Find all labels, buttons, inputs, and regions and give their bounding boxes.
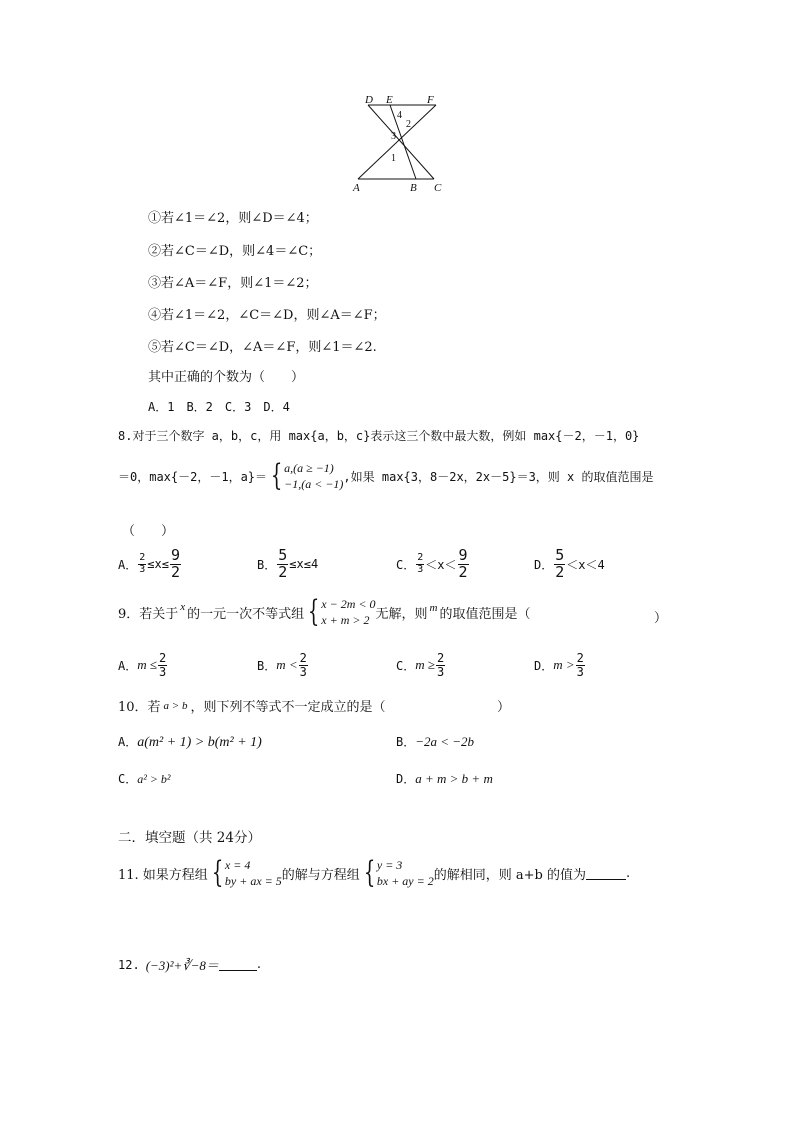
q12-number: 12. (118, 957, 140, 972)
fraction: $\frac{2}{3}$ (437, 651, 445, 679)
q9-system (304, 596, 375, 628)
q8-piecewise (267, 460, 343, 492)
option-text: −2a < −2b (415, 734, 475, 749)
q10-option-d (396, 770, 493, 787)
q9-row-1: x − 2m < 0 (321, 597, 376, 611)
q9-stem (118, 596, 530, 628)
angle-label-4: 4 (397, 110, 402, 121)
q9-option-c (396, 652, 446, 678)
option-label: A． (118, 658, 138, 673)
q8-line-2-post: ,如果 max{3，8－2x，2x－5}＝3，则 x 的取值范围是 (343, 469, 654, 484)
q9-var-x: x (180, 601, 186, 614)
q7-statement-3: ③若∠A＝∠F，则∠1＝∠2； (148, 276, 318, 291)
q9-text-mid2: 无解，则 (375, 606, 428, 622)
q8-line-2 (118, 460, 653, 492)
q11-text-pre: 11. 如果方程组 (118, 867, 208, 883)
fraction: $\frac{2}{3}$ (299, 651, 307, 679)
label-B: B (410, 182, 417, 194)
q11-text-mid: 的解与方程组 (281, 867, 360, 883)
q7-statement-5: ⑤若∠C＝∠D，∠A＝∠F，则∠1＝∠2. (148, 340, 377, 355)
q11-stem (118, 857, 630, 889)
q8-option-c (396, 548, 470, 581)
q7-prompt: 其中正确的个数为（ ） (148, 370, 305, 385)
section-title-fill-in: 二．填空题（共 24分） (118, 830, 261, 846)
q10-option-c (118, 770, 171, 787)
option-text: ＜x＜4 (566, 557, 605, 572)
q8-answer-paren: （ ） (122, 524, 175, 539)
label-D: D (365, 95, 373, 106)
option-text: a² > b² (137, 772, 171, 786)
q9-close-paren: ） (654, 611, 668, 626)
label-F: F (427, 95, 434, 106)
q8-line-1: 8.对于三个数字 a，b，c，用 max{a，b，c}表示这三个数中最大数，例如 max{－2，－1，0} (118, 429, 640, 443)
q8-line-2-pre: ＝0，max{－2，－1，a}＝ (118, 469, 268, 484)
q11-system-2-row-1: y = 3 (376, 858, 403, 872)
option-label: A． (118, 735, 138, 749)
q9-option-b (257, 652, 309, 678)
fraction: $\frac{5}{2}$ (278, 546, 288, 581)
brace-icon: { (308, 594, 320, 630)
fraction: $\frac{9}{2}$ (170, 546, 180, 581)
option-text: ≤x≤ (147, 557, 169, 572)
option-text: a(m² + 1) > b(m² + 1) (137, 735, 262, 750)
option-label: C． (118, 772, 138, 786)
angle-label-2: 2 (406, 119, 411, 130)
q12-text-end: . (256, 957, 261, 972)
option-label: D． (534, 557, 554, 572)
q7-statement-1: ①若∠1＝∠2，则∠D＝∠4； (148, 211, 318, 226)
label-C: C (434, 182, 442, 194)
option-label: B． (257, 557, 277, 572)
q11-system-1 (208, 857, 282, 889)
q8-case-1: a,(a ≥ −1) (284, 461, 334, 475)
q11-system-2-row-2: bx + ay = 2 (376, 874, 434, 889)
q8-case-2: −1,(a < −1) (284, 477, 344, 492)
option-text: a + m > b + m (415, 771, 493, 786)
option-text: m > (553, 657, 575, 673)
brace-icon: { (363, 855, 376, 891)
q10-text-pre: 10．若 (118, 700, 161, 715)
q7-statement-2: ②若∠C＝∠D，则∠4＝∠C； (148, 244, 322, 259)
q12-stem (118, 955, 261, 974)
option-label: D． (534, 658, 554, 673)
q11-text-end: . (625, 865, 631, 881)
option-label: C． (396, 658, 416, 673)
fraction: $\frac{2}{3}$ (139, 552, 146, 575)
option-text: m ≥ (415, 657, 436, 673)
q8-option-a (118, 548, 182, 581)
label-A: A (353, 182, 360, 194)
q9-row-2: x + m > 2 (321, 613, 370, 628)
q8-option-d (534, 548, 605, 581)
brace-icon: { (270, 458, 283, 494)
option-text: m ≤ (137, 657, 158, 673)
q10-option-a (118, 733, 262, 751)
option-label: D． (396, 772, 416, 786)
q7-statement-4: ④若∠1＝∠2，∠C＝∠D，则∠A＝∠F； (148, 308, 386, 323)
angle-label-3: 3 (391, 131, 396, 142)
q11-system-1-row-1: x = 4 (224, 858, 251, 872)
option-text: m < (276, 657, 298, 673)
q11-system-1-row-2: by + ax = 5 (224, 874, 282, 889)
q9-text-mid1: 的一元一次不等式组 (187, 606, 305, 622)
option-label: A． (118, 557, 138, 572)
q8-option-b (257, 548, 318, 581)
answer-blank[interactable] (219, 958, 257, 971)
option-label: B． (257, 658, 277, 673)
q9-var-m: m (429, 602, 438, 615)
option-text: ＜x＜ (425, 557, 457, 572)
q11-system-2 (360, 857, 434, 889)
option-label: C． (396, 557, 416, 572)
brace-icon: { (211, 855, 224, 891)
fraction: $\frac{2}{3}$ (159, 651, 167, 679)
geometry-figure (350, 95, 450, 199)
fraction: $\frac{9}{2}$ (458, 546, 468, 581)
q11-text-post: 的解相同，则 a+b 的值为 (433, 867, 586, 883)
fraction: $\frac{5}{2}$ (555, 546, 565, 581)
line-EB (390, 105, 416, 179)
q10-option-b (396, 733, 474, 750)
q10-close-paren: ） (497, 700, 511, 715)
q9-text-post: 的取值范围是（ (439, 606, 531, 622)
angle-label-1: 1 (391, 153, 396, 164)
fraction: $\frac{2}{3}$ (417, 552, 424, 575)
q10-text-post: ，则下列不等式不一定成立的是（ (190, 700, 386, 715)
q9-option-d (534, 652, 586, 678)
label-E: E (386, 95, 393, 106)
q12-expression: (−3)²+∛−8＝ (145, 958, 219, 973)
option-text: ≤x≤4 (289, 557, 319, 572)
answer-blank[interactable] (586, 867, 626, 880)
q9-option-a (118, 652, 168, 678)
q7-options: A．1 B．2 C．3 D．4 (148, 400, 290, 414)
q10-condition: a > b (163, 699, 188, 712)
fraction: $\frac{2}{3}$ (576, 651, 584, 679)
q9-text-pre: 9．若关于 (118, 606, 179, 622)
q10-stem (118, 696, 386, 715)
option-label: B． (396, 735, 416, 749)
